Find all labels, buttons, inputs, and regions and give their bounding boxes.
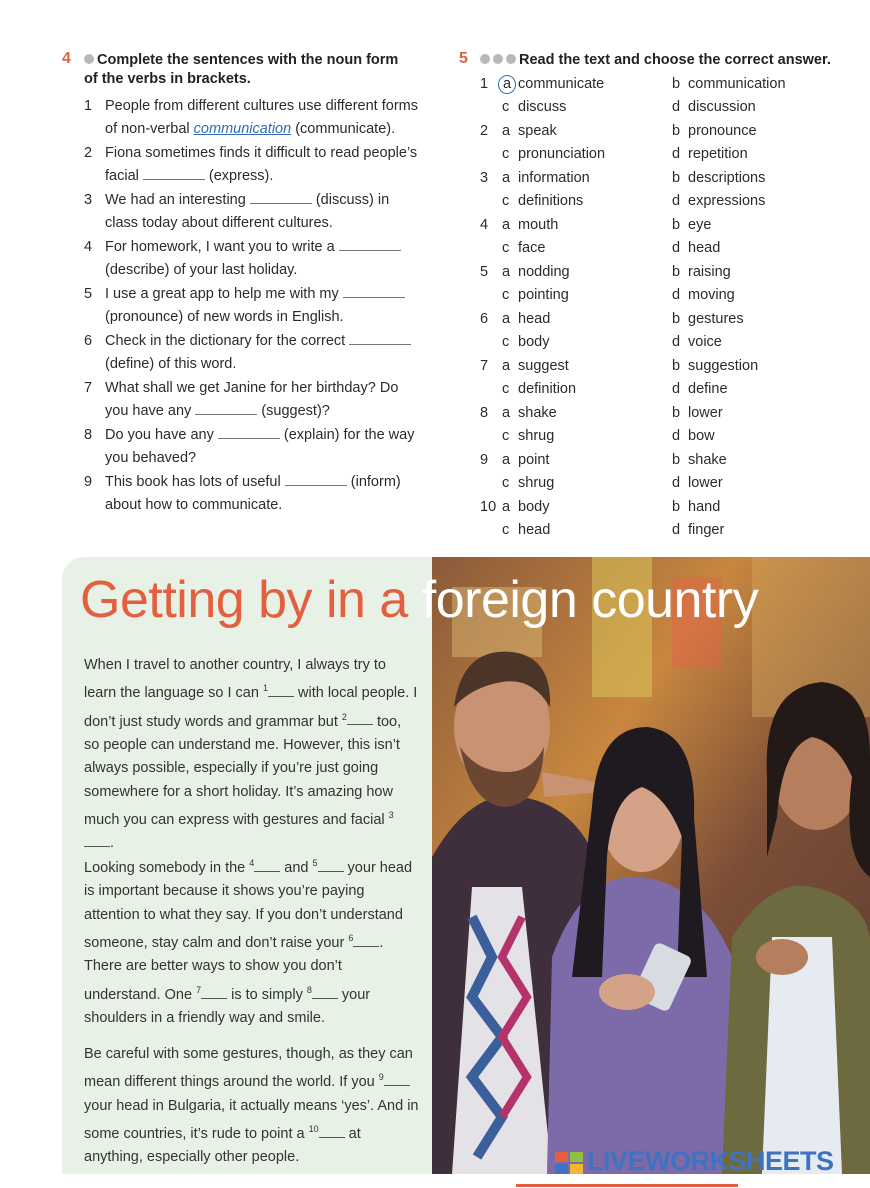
exercise-5-instruction-text: Read the text and choose the correct answer. (519, 52, 831, 68)
exercise-4-item (84, 471, 424, 516)
gap-blank[interactable] (384, 1073, 410, 1086)
gap-number: 5 (312, 858, 318, 868)
option-letter: c (502, 334, 510, 350)
option-text: voice (688, 334, 722, 350)
option-text: hand (688, 499, 721, 515)
option-c[interactable] (502, 96, 566, 119)
option-text: head (518, 311, 551, 327)
gap-number: 9 (378, 1072, 384, 1083)
option-letter: a (502, 499, 511, 515)
gap-number: 7 (196, 984, 202, 995)
question-number: 8 (480, 405, 489, 421)
option-letter: b (672, 358, 681, 374)
option-a[interactable] (502, 355, 569, 378)
option-letter: c (502, 99, 510, 115)
exercise-5-question (480, 402, 850, 449)
liveworksheets-logo-icon (555, 1152, 585, 1174)
option-b[interactable] (672, 355, 758, 378)
gap-number: 10 (308, 1124, 319, 1135)
paragraph-text: Be careful with some gestures, though, as they can mean different things around the world. If you (84, 1046, 413, 1091)
option-text: shrug (518, 475, 555, 491)
option-letter: a (502, 123, 511, 139)
option-text: suggest (518, 358, 569, 374)
gap-blank[interactable] (353, 934, 379, 947)
difficulty-dot-icon (480, 54, 490, 64)
option-c[interactable] (502, 331, 549, 354)
paragraph-text: . (110, 835, 115, 852)
option-d[interactable] (672, 237, 720, 260)
option-letter: b (672, 264, 681, 280)
gap-blank[interactable] (201, 986, 227, 999)
item-text-after: (communicate). (291, 120, 396, 137)
option-c[interactable] (502, 190, 583, 213)
option-letter: a (502, 311, 511, 327)
option-letter: c (502, 287, 510, 303)
option-letter: b (672, 217, 681, 233)
option-letter: b (672, 170, 681, 186)
exercise-5-question (480, 167, 850, 214)
item-number: 3 (84, 192, 93, 208)
option-d[interactable] (672, 96, 756, 119)
option-text: information (518, 170, 590, 186)
item-number: 1 (84, 98, 93, 114)
exercise-4-item (84, 377, 424, 422)
option-text: shake (518, 405, 557, 421)
exercise-4-item (84, 424, 424, 469)
question-number: 7 (480, 358, 489, 374)
exercise-5-question (480, 73, 850, 120)
option-b[interactable] (672, 120, 757, 143)
option-letter: c (502, 193, 510, 209)
option-c[interactable] (502, 143, 605, 166)
gap-number: 4 (249, 858, 255, 868)
exercise-5-question (480, 355, 850, 402)
option-a[interactable] (502, 308, 550, 331)
item-text-before: We had an interesting (105, 192, 250, 208)
option-text: discussion (688, 99, 756, 115)
people-photo-illustration (432, 557, 870, 1174)
option-d[interactable] (672, 519, 724, 542)
option-text: lower (688, 475, 723, 491)
option-a[interactable] (502, 214, 558, 237)
question-number: 1 (480, 76, 489, 92)
item-text-after: (pronounce) of new words in English. (105, 308, 344, 325)
item-text-after: (define) of this word. (105, 355, 237, 372)
option-letter: a (502, 405, 511, 421)
difficulty-dot-icon (506, 54, 516, 64)
question-number: 4 (480, 217, 489, 233)
exercise-4-instruction-text: Complete the sentences with the noun form of the verbs in brackets. (84, 52, 399, 87)
option-c[interactable] (502, 519, 550, 542)
option-letter: a (502, 170, 511, 186)
item-number: 5 (84, 286, 93, 302)
option-letter: a (502, 452, 511, 468)
exercise-5-question (480, 214, 850, 261)
gap-blank[interactable] (347, 712, 373, 725)
option-text: nodding (518, 264, 570, 280)
answer-blank[interactable] (285, 471, 347, 486)
option-letter (502, 73, 518, 96)
gap-blank[interactable] (318, 859, 344, 872)
item-text-after: (describe) of your last holiday. (105, 261, 298, 278)
option-b[interactable] (672, 449, 727, 472)
option-text: gestures (688, 311, 744, 327)
question-number: 3 (480, 170, 489, 186)
paragraph-text: Looking somebody in the (84, 859, 250, 876)
option-text: body (518, 499, 550, 515)
gap-number: 1 (262, 683, 268, 694)
option-text: shrug (518, 428, 555, 444)
gap-number: 8 (306, 984, 312, 995)
option-text: mouth (518, 217, 559, 233)
option-letter: b (672, 452, 681, 468)
answer-blank[interactable] (250, 189, 312, 204)
exercise-4-item (84, 283, 424, 328)
option-letter: c (502, 146, 510, 162)
option-text: body (518, 334, 550, 350)
answer-blank[interactable] (339, 236, 401, 251)
item-number: 2 (84, 145, 93, 161)
option-letter: d (672, 287, 681, 303)
question-number: 6 (480, 311, 489, 327)
option-text: speak (518, 123, 557, 139)
option-text: communication (688, 76, 786, 92)
item-text-after: (discuss) in class today about different cultures. (105, 192, 390, 231)
gap-blank[interactable] (312, 986, 338, 999)
option-d[interactable] (672, 190, 765, 213)
option-text: suggestion (688, 358, 759, 374)
item-number: 4 (84, 239, 93, 255)
option-text: repetition (688, 146, 748, 162)
liveworksheets-watermark (555, 1146, 834, 1177)
option-a[interactable] (502, 120, 557, 143)
item-text-before: I use a great app to help me with my (105, 286, 343, 302)
option-letter: a (502, 264, 511, 280)
footer-accent-line (516, 1184, 738, 1187)
option-letter: c (502, 522, 510, 538)
option-letter: a (502, 217, 511, 233)
option-text: pronounce (688, 123, 757, 139)
option-text: expressions (688, 193, 766, 209)
option-a[interactable] (502, 167, 590, 190)
option-letter: d (672, 381, 681, 397)
option-text: lower (688, 405, 723, 421)
option-b[interactable] (672, 261, 731, 284)
option-letter: c (502, 428, 510, 444)
answer-blank[interactable] (343, 283, 405, 298)
option-letter: d (672, 193, 681, 209)
option-b[interactable] (672, 214, 711, 237)
option-c[interactable] (502, 237, 545, 260)
option-a[interactable] (502, 402, 557, 425)
watermark-text: LIVEWORKSHEETS (587, 1146, 834, 1176)
exercise-5-number: 5 (459, 50, 468, 67)
exercise-5-instruction (480, 51, 860, 70)
option-text: descriptions (688, 170, 766, 186)
item-number: 6 (84, 333, 93, 349)
option-letter: d (672, 146, 681, 162)
option-a[interactable] (502, 73, 604, 96)
question-number: 10 (480, 499, 497, 515)
paragraph-text: your head is important because it shows you’re paying attention to what they say. If you don’t understand someone, stay calm and don’t raise your (84, 859, 413, 951)
exercise-5-question (480, 261, 850, 308)
reading-paragraph-3 (84, 1043, 419, 1170)
option-text: finger (688, 522, 725, 538)
option-letter: c (502, 381, 510, 397)
option-text: communicate (518, 76, 605, 92)
option-b[interactable] (672, 167, 765, 190)
answer-blank[interactable] (143, 165, 205, 180)
answer-blank[interactable] (349, 330, 411, 345)
question-number: 5 (480, 264, 489, 280)
item-number: 7 (84, 380, 93, 396)
exercise-4-number: 4 (62, 50, 71, 67)
option-letter: c (502, 240, 510, 256)
option-letter: d (672, 522, 681, 538)
option-a[interactable] (502, 261, 570, 284)
option-text: define (688, 381, 728, 397)
option-letter: c (502, 475, 510, 491)
option-c[interactable] (502, 472, 554, 495)
item-text-after: (explain) for the way you behaved? (105, 427, 415, 466)
option-c[interactable] (502, 425, 554, 448)
item-text-after: (express). (204, 167, 274, 184)
gap-blank[interactable] (319, 1125, 345, 1138)
question-number: 2 (480, 123, 489, 139)
option-text: definitions (518, 193, 584, 209)
option-text: moving (688, 287, 735, 303)
paragraph-text: at anything, especially other people. (84, 1125, 361, 1166)
option-a[interactable] (502, 449, 549, 472)
gap-number: 2 (341, 711, 347, 722)
exercise-4-instruction (84, 51, 414, 89)
paragraph-text: your head in Bulgaria, it actually means ‘yes’. And in some countries, it’s rude to point a (84, 1097, 419, 1142)
reading-title-part-1: Getting by in a (80, 571, 422, 629)
item-text-before: This book has lots of useful (105, 474, 285, 490)
exercise-5-question (480, 449, 850, 496)
paragraph-text: is to simply (227, 986, 307, 1003)
item-number: 8 (84, 427, 93, 443)
item-text-before: For homework, I want you to write a (105, 239, 339, 255)
gap-blank[interactable] (84, 834, 110, 847)
option-c[interactable] (502, 284, 569, 307)
option-letter: b (672, 311, 681, 327)
option-letter: d (672, 428, 681, 444)
reading-paragraph-2 (84, 852, 419, 1030)
example-answer: communication (193, 120, 292, 137)
item-text-before: What shall we get Janine for her birthday? Do you have any (105, 380, 399, 419)
option-text: raising (688, 264, 731, 280)
selected-answer-circle: a (498, 75, 516, 94)
exercise-5-question (480, 120, 850, 167)
option-b[interactable] (672, 402, 723, 425)
option-letter: b (672, 76, 681, 92)
paragraph-text: and (280, 859, 313, 876)
option-letter: d (672, 99, 681, 115)
answer-blank[interactable] (195, 400, 257, 415)
option-b[interactable] (672, 308, 744, 331)
exercise-4-item (84, 330, 424, 375)
exercise-5-question (480, 496, 850, 543)
item-text-after: (inform) about how to communicate. (105, 474, 401, 513)
item-text-before: Do you have any (105, 427, 218, 443)
gap-blank[interactable] (268, 684, 294, 697)
option-text: eye (688, 217, 712, 233)
reading-title (80, 570, 758, 630)
exercise-4-item (84, 142, 424, 187)
option-d[interactable] (672, 425, 715, 448)
question-number: 9 (480, 452, 489, 468)
paragraph-text: your shoulders in a friendly way and smile. (84, 986, 371, 1026)
option-text: definition (518, 381, 577, 397)
reading-title-part-2: foreign country (421, 571, 759, 629)
option-text: head (518, 522, 551, 538)
option-letter: d (672, 334, 681, 350)
exercise-4-item (84, 95, 424, 140)
option-c[interactable] (502, 378, 576, 401)
option-d[interactable] (672, 472, 723, 495)
option-letter: a (502, 358, 511, 374)
gap-blank[interactable] (254, 859, 280, 872)
option-b[interactable] (672, 496, 720, 519)
item-number: 9 (84, 474, 93, 490)
option-letter: b (672, 123, 681, 139)
option-text: pronunciation (518, 146, 606, 162)
difficulty-dot-icon (84, 54, 94, 64)
option-text: face (518, 240, 546, 256)
option-letter: b (672, 405, 681, 421)
gap-number: 3 (388, 810, 394, 821)
item-text-before: People from different cultures use different forms of non-verbal (105, 98, 418, 137)
gap-number: 6 (348, 933, 354, 944)
option-letter: d (672, 240, 681, 256)
option-d[interactable] (672, 331, 722, 354)
option-text: pointing (518, 287, 569, 303)
option-a[interactable] (502, 496, 549, 519)
item-text-before: Fiona sometimes finds it difficult to read people’s facial (105, 145, 418, 184)
item-text-after: (suggest)? (257, 402, 330, 419)
option-text: discuss (518, 99, 567, 115)
exercise-4-item (84, 189, 424, 234)
option-letter: b (672, 499, 681, 515)
answer-blank[interactable] (218, 424, 280, 439)
option-b[interactable] (672, 73, 786, 96)
option-d[interactable] (672, 378, 728, 401)
option-letter: d (672, 475, 681, 491)
exercise-5-question (480, 308, 850, 355)
exercise-5-list (480, 73, 850, 543)
option-text: point (518, 452, 550, 468)
option-text: head (688, 240, 721, 256)
option-d[interactable] (672, 284, 735, 307)
street-photo (432, 557, 870, 1174)
reading-paragraph-1 (84, 654, 419, 856)
paragraph-text: When I travel to another country, I always try to learn the language so I can (84, 657, 386, 702)
option-text: shake (688, 452, 727, 468)
option-text: bow (688, 428, 715, 444)
paragraph-text: . There are better ways to show you don’t understand. One (84, 934, 384, 1003)
item-text-before: Check in the dictionary for the correct (105, 333, 350, 349)
exercise-4-list (84, 95, 424, 518)
paragraph-text: with local people. I don’t just study words and grammar but (84, 685, 418, 730)
exercise-4-item (84, 236, 424, 281)
difficulty-dot-icon (493, 54, 503, 64)
paragraph-text: too, so people can understand me. However, this isn’t always possible, especially if you’re just going somewhere for a short holiday. It’s amazing how much you can express with gestures and facial (84, 713, 402, 828)
option-d[interactable] (672, 143, 748, 166)
